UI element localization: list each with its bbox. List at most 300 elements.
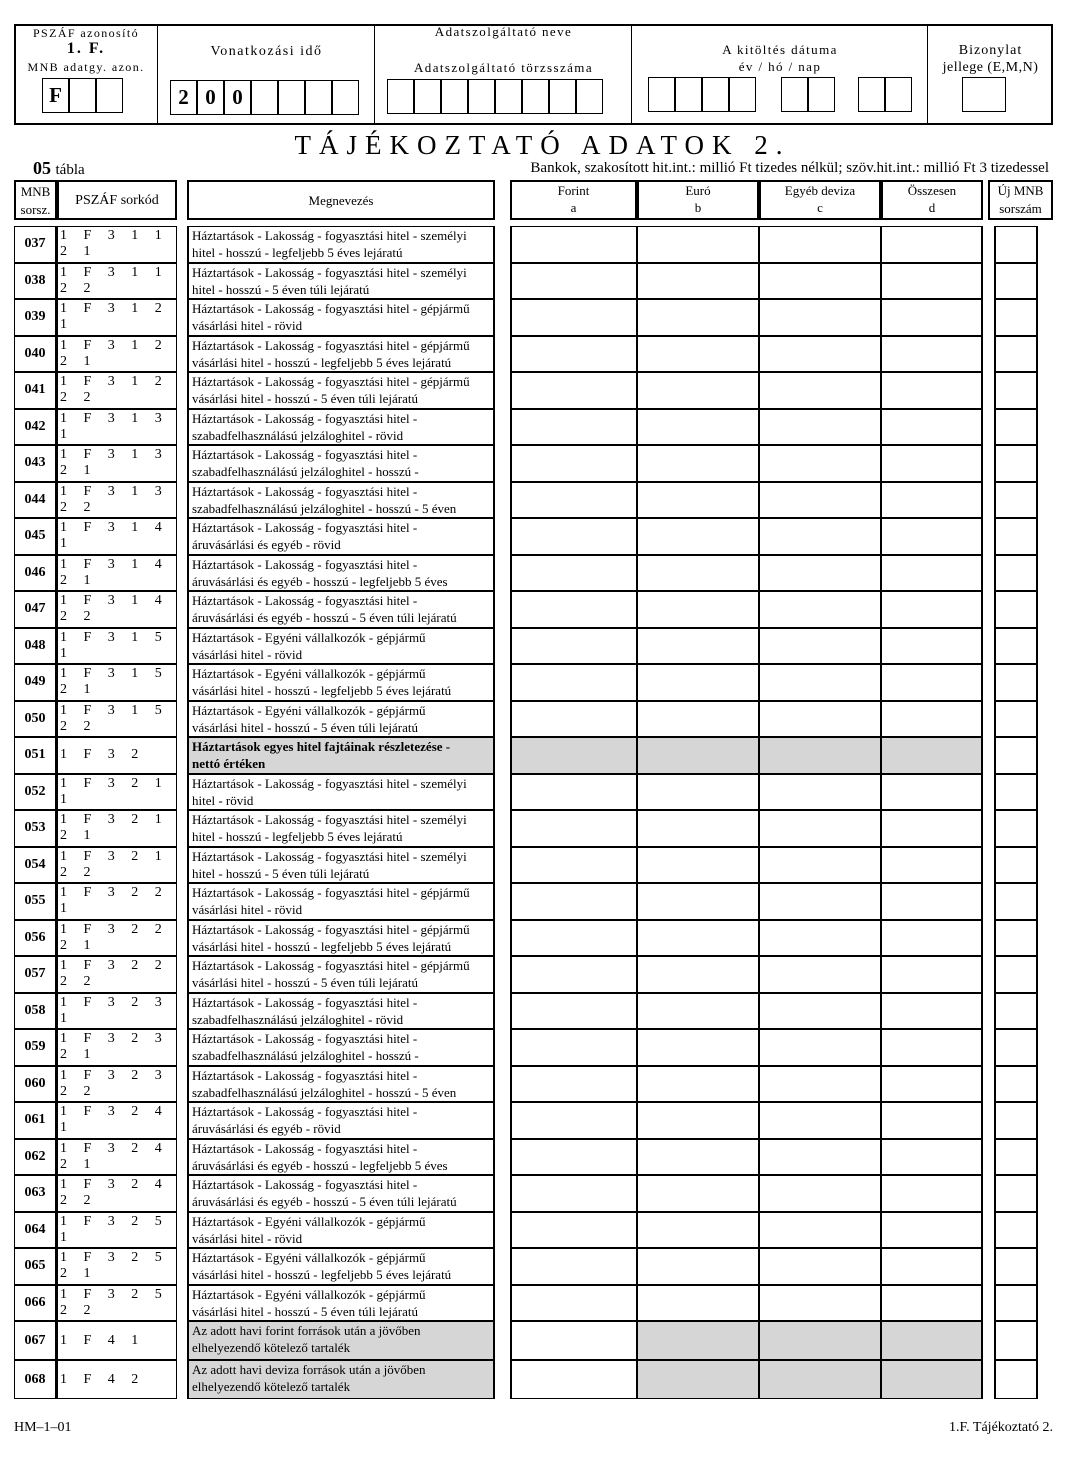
row-pszaf-code: 1 F 3 2 1 2 1 xyxy=(57,810,177,847)
new-mnb-cell[interactable] xyxy=(994,810,1038,847)
row-mnb-number: 063 xyxy=(14,1175,57,1212)
value-cell-forint[interactable] xyxy=(510,628,637,665)
value-cell-other xyxy=(759,1360,881,1399)
value-cell-other[interactable] xyxy=(759,409,881,446)
table-row xyxy=(0,409,1085,446)
value-cell-other[interactable] xyxy=(759,1175,881,1212)
table-row xyxy=(0,664,1085,701)
row-description-line: elhelyezendő kötelező tartalék xyxy=(192,1340,351,1355)
new-mnb-cell[interactable] xyxy=(994,555,1038,592)
value-cell-euro[interactable] xyxy=(637,518,759,555)
new-mnb-cell[interactable] xyxy=(994,482,1038,519)
id-digit-box[interactable] xyxy=(69,78,96,113)
value-cell-euro xyxy=(637,1321,759,1360)
value-cell-euro[interactable] xyxy=(637,1029,759,1066)
table-word: tábla xyxy=(55,162,85,178)
value-cell-other[interactable] xyxy=(759,299,881,336)
value-cell-forint[interactable] xyxy=(510,445,637,482)
table-row xyxy=(0,372,1085,409)
new-mnb-cell[interactable] xyxy=(994,1212,1038,1249)
row-mnb-number: 048 xyxy=(14,628,57,665)
value-cell-euro[interactable] xyxy=(637,628,759,665)
row-description-line: Háztartások - Egyéni vállalkozók - gépjármű xyxy=(192,1213,426,1229)
value-cell-euro[interactable] xyxy=(637,1285,759,1322)
row-pszaf-code: 1 F 3 1 2 2 1 xyxy=(57,336,177,373)
value-cell-euro[interactable] xyxy=(637,993,759,1030)
col-head-name-label: Megnevezés xyxy=(308,192,374,208)
period-digit-box[interactable]: 0 xyxy=(197,80,224,115)
value-cell-other[interactable] xyxy=(759,1029,881,1066)
value-cell-forint[interactable] xyxy=(510,372,637,409)
value-cell-total[interactable] xyxy=(881,628,983,665)
row-mnb-number: 042 xyxy=(14,409,57,446)
table-row xyxy=(0,336,1085,373)
value-cell-other[interactable] xyxy=(759,847,881,884)
value-cell-total[interactable] xyxy=(881,445,983,482)
value-cell-other[interactable] xyxy=(759,664,881,701)
col-head-euro-sub: b xyxy=(694,200,702,215)
value-cell-euro[interactable] xyxy=(637,956,759,993)
row-description-line: áruvásárlási és egyéb - rövid xyxy=(192,537,341,552)
new-mnb-cell[interactable] xyxy=(994,847,1038,884)
col-head-mnb-label: MNB sorsz. xyxy=(20,184,51,217)
value-cell-euro[interactable] xyxy=(637,883,759,920)
row-pszaf-code: 1 F 3 2 5 2 2 xyxy=(57,1285,177,1322)
value-cell-total[interactable] xyxy=(881,1175,983,1212)
day-digit-box[interactable] xyxy=(858,77,885,112)
period-digit-box[interactable]: 0 xyxy=(224,80,251,115)
row-description xyxy=(187,1212,495,1249)
row-pszaf-code: 1 F 3 1 1 2 1 xyxy=(57,226,177,263)
row-description xyxy=(187,883,495,920)
value-cell-total[interactable] xyxy=(881,409,983,446)
row-mnb-number: 064 xyxy=(14,1212,57,1249)
value-cell-euro[interactable] xyxy=(637,774,759,811)
table-row xyxy=(0,263,1085,300)
row-description-line: vásárlási hitel - hosszú - 5 éven túli lejáratú xyxy=(192,391,418,406)
value-cell-other[interactable] xyxy=(759,1248,881,1285)
col-head-forint-label: Forint xyxy=(557,183,590,198)
table-row xyxy=(0,591,1085,628)
value-cell-forint[interactable] xyxy=(510,409,637,446)
value-cell-euro[interactable] xyxy=(637,847,759,884)
value-cell-other[interactable] xyxy=(759,591,881,628)
value-cell-forint[interactable] xyxy=(510,701,637,738)
value-cell-euro[interactable] xyxy=(637,1102,759,1139)
row-description-line: áruvásárlási és egyéb - hosszú - legfeljebb 5 éves xyxy=(192,573,448,589)
table-row xyxy=(0,737,1085,774)
period-label: Vonatkozási idő xyxy=(210,44,323,59)
value-cell-total[interactable] xyxy=(881,1102,983,1139)
pszaf-label: PSZÁF azonosító xyxy=(32,26,139,40)
value-cell-total[interactable] xyxy=(881,847,983,884)
row-pszaf-code: 1 F 3 2 3 1 xyxy=(57,993,177,1030)
value-cell-other[interactable] xyxy=(759,555,881,592)
period-digit-box[interactable] xyxy=(251,80,278,115)
row-description xyxy=(187,299,495,336)
value-cell-other[interactable] xyxy=(759,518,881,555)
date-label: A kitöltés dátuma xyxy=(722,42,838,57)
value-cell-euro[interactable] xyxy=(637,409,759,446)
row-pszaf-code: 1 F 3 2 3 2 2 xyxy=(57,1066,177,1103)
row-description xyxy=(187,1175,495,1212)
pszaf-id-cell xyxy=(14,24,158,124)
value-cell-total[interactable] xyxy=(881,482,983,519)
value-cell-total xyxy=(881,737,983,774)
row-description-line: Háztartások - Lakosság - fogyasztási hitel - xyxy=(192,410,418,426)
value-cell-forint[interactable] xyxy=(510,993,637,1030)
row-description-line: Háztartások - Lakosság - fogyasztási hitel - xyxy=(192,483,418,499)
provider-digit-box[interactable] xyxy=(414,79,441,114)
new-mnb-cell[interactable] xyxy=(994,1066,1038,1103)
value-cell-other[interactable] xyxy=(759,920,881,957)
value-cell-other[interactable] xyxy=(759,810,881,847)
row-pszaf-code: 1 F 3 2 2 2 1 xyxy=(57,920,177,957)
table-row xyxy=(0,1029,1085,1066)
value-cell-other[interactable] xyxy=(759,628,881,665)
row-description-line: Háztartások - Lakosság - fogyasztási hitel - személyi xyxy=(192,228,467,243)
new-mnb-cell[interactable] xyxy=(994,628,1038,665)
new-mnb-cell[interactable] xyxy=(994,737,1038,774)
row-description xyxy=(187,1102,495,1139)
new-mnb-cell[interactable] xyxy=(994,1139,1038,1176)
value-cell-euro[interactable] xyxy=(637,372,759,409)
value-cell-forint[interactable] xyxy=(510,226,637,263)
row-pszaf-code: 1 F 3 1 3 2 2 xyxy=(57,482,177,519)
value-cell-total[interactable] xyxy=(881,555,983,592)
provider-digit-box[interactable] xyxy=(522,79,549,114)
value-cell-other xyxy=(759,737,881,774)
row-description xyxy=(187,263,495,300)
value-cell-other[interactable] xyxy=(759,1139,881,1176)
row-mnb-number: 058 xyxy=(14,993,57,1030)
value-cell-forint[interactable] xyxy=(510,591,637,628)
table-row xyxy=(0,920,1085,957)
row-mnb-number: 039 xyxy=(14,299,57,336)
row-pszaf-code: 1 F 4 2 xyxy=(57,1360,177,1399)
row-mnb-number: 044 xyxy=(14,482,57,519)
value-cell-total[interactable] xyxy=(881,1139,983,1176)
provider-digit-box[interactable] xyxy=(468,79,495,114)
table-row xyxy=(0,226,1085,263)
value-cell-total[interactable] xyxy=(881,226,983,263)
period-digit-box[interactable] xyxy=(332,80,359,115)
row-description-line: hitel - rövid xyxy=(192,792,254,808)
row-mnb-number: 060 xyxy=(14,1066,57,1103)
new-mnb-cell[interactable] xyxy=(994,883,1038,920)
value-cell-euro[interactable] xyxy=(637,226,759,263)
row-pszaf-code: 1 F 3 2 2 1 xyxy=(57,883,177,920)
row-mnb-number: 038 xyxy=(14,263,57,300)
row-description-line: áruvásárlási és egyéb - hosszú - legfeljebb 5 éves xyxy=(192,1157,448,1173)
row-description-line: szabadfelhasználású jelzáloghitel - hosszú - 5 éven xyxy=(192,1084,457,1100)
row-mnb-number: 050 xyxy=(14,701,57,738)
value-cell-forint[interactable] xyxy=(510,774,637,811)
row-pszaf-code: 1 F 3 2 4 2 2 xyxy=(57,1175,177,1212)
value-cell-total[interactable] xyxy=(881,920,983,957)
table-row xyxy=(0,993,1085,1030)
new-mnb-cell[interactable] xyxy=(994,774,1038,811)
new-mnb-cell[interactable] xyxy=(994,263,1038,300)
row-description-line: áruvásárlási és egyéb - hosszú - 5 éven túli lejáratú xyxy=(192,610,457,625)
row-description-line: Háztartások - Lakosság - fogyasztási hitel - xyxy=(192,1031,418,1046)
row-mnb-number: 067 xyxy=(14,1321,57,1360)
value-cell-total[interactable] xyxy=(881,664,983,701)
row-description-line: vásárlási hitel - hosszú - 5 éven túli lejáratú xyxy=(192,1303,418,1319)
row-mnb-number: 052 xyxy=(14,774,57,811)
value-cell-forint[interactable] xyxy=(510,336,637,373)
value-cell-euro[interactable] xyxy=(637,701,759,738)
row-description-line: hitel - hosszú - legfeljebb 5 éves lejáratú xyxy=(192,245,403,260)
value-cell-other[interactable] xyxy=(759,372,881,409)
value-cell-forint[interactable] xyxy=(510,482,637,519)
new-mnb-cell[interactable] xyxy=(994,701,1038,738)
row-pszaf-code: 1 F 3 1 3 1 xyxy=(57,409,177,446)
value-cell-total[interactable] xyxy=(881,774,983,811)
value-cell-total[interactable] xyxy=(881,701,983,738)
value-cell-other[interactable] xyxy=(759,956,881,993)
value-cell-forint[interactable] xyxy=(510,1102,637,1139)
period-cell xyxy=(158,24,375,124)
year-digit-box[interactable] xyxy=(702,77,729,112)
new-mnb-cell[interactable] xyxy=(994,299,1038,336)
col-head-euro xyxy=(637,180,759,220)
new-mnb-cell[interactable] xyxy=(994,1285,1038,1322)
row-description-line: vásárlási hitel - hosszú - 5 éven túli lejáratú xyxy=(192,975,418,990)
value-cell-other[interactable] xyxy=(759,336,881,373)
date-sub-label: év / hó / nap xyxy=(738,59,822,74)
row-mnb-number: 045 xyxy=(14,518,57,555)
value-cell-total[interactable] xyxy=(881,591,983,628)
day-digit-box[interactable] xyxy=(885,77,912,112)
provider-digit-box[interactable] xyxy=(576,79,603,114)
value-cell-euro[interactable] xyxy=(637,664,759,701)
row-description xyxy=(187,1360,495,1399)
value-cell-euro[interactable] xyxy=(637,445,759,482)
row-description-line: Háztartások - Lakosság - fogyasztási hitel - gépjármű xyxy=(192,921,470,937)
row-description-line: Háztartások - Egyéni vállalkozók - gépjármű xyxy=(192,666,426,681)
new-mnb-cell[interactable] xyxy=(994,445,1038,482)
value-cell-forint[interactable] xyxy=(510,920,637,957)
value-cell-forint[interactable] xyxy=(510,1360,637,1399)
period-digit-box[interactable] xyxy=(278,80,305,115)
value-cell-total[interactable] xyxy=(881,810,983,847)
value-cell-forint[interactable] xyxy=(510,810,637,847)
new-mnb-cell[interactable] xyxy=(994,591,1038,628)
value-cell-forint[interactable] xyxy=(510,847,637,884)
row-description-line: szabadfelhasználású jelzáloghitel - rövid xyxy=(192,427,404,443)
value-cell-forint[interactable] xyxy=(510,956,637,993)
row-description xyxy=(187,737,495,774)
col-head-forint xyxy=(510,180,637,220)
value-cell-forint[interactable] xyxy=(510,1285,637,1322)
value-cell-forint[interactable] xyxy=(510,1321,637,1360)
value-cell-total[interactable] xyxy=(881,1029,983,1066)
value-cell-forint[interactable] xyxy=(510,1175,637,1212)
row-description-line: vásárlási hitel - hosszú - legfeljebb 5 éves lejáratú xyxy=(192,683,452,698)
month-digit-box[interactable] xyxy=(781,77,808,112)
value-cell-total[interactable] xyxy=(881,299,983,336)
col-head-total xyxy=(881,180,983,220)
new-mnb-cell[interactable] xyxy=(994,372,1038,409)
value-cell-other[interactable] xyxy=(759,263,881,300)
value-cell-other[interactable] xyxy=(759,226,881,263)
value-cell-other[interactable] xyxy=(759,1066,881,1103)
row-description-line: vásárlási hitel - hosszú - legfeljebb 5 éves lejáratú xyxy=(192,1267,452,1282)
value-cell-other[interactable] xyxy=(759,445,881,482)
row-description xyxy=(187,628,495,665)
new-mnb-cell[interactable] xyxy=(994,956,1038,993)
new-mnb-cell[interactable] xyxy=(994,664,1038,701)
row-description-line: Háztartások - Lakosság - fogyasztási hitel - xyxy=(192,1140,418,1156)
row-description xyxy=(187,847,495,884)
value-cell-total[interactable] xyxy=(881,336,983,373)
row-description-line: Háztartások egyes hitel fajtáinak részletezése - xyxy=(192,739,451,754)
value-cell-euro[interactable] xyxy=(637,263,759,300)
value-cell-euro[interactable] xyxy=(637,555,759,592)
table-row xyxy=(0,1285,1085,1322)
col-head-total-label: Összesen xyxy=(907,183,957,198)
value-cell-total[interactable] xyxy=(881,1212,983,1249)
value-cell-total[interactable] xyxy=(881,372,983,409)
row-pszaf-code: 1 F 3 2 5 2 1 xyxy=(57,1248,177,1285)
provider-digit-box[interactable] xyxy=(549,79,576,114)
row-description xyxy=(187,372,495,409)
row-description xyxy=(187,1066,495,1103)
value-cell-euro[interactable] xyxy=(637,482,759,519)
value-cell-total[interactable] xyxy=(881,1248,983,1285)
new-mnb-cell[interactable] xyxy=(994,226,1038,263)
value-cell-forint[interactable] xyxy=(510,263,637,300)
value-cell-forint[interactable] xyxy=(510,664,637,701)
new-mnb-cell[interactable] xyxy=(994,993,1038,1030)
row-pszaf-code: 1 F 3 1 4 2 1 xyxy=(57,555,177,592)
id-digit-box[interactable] xyxy=(96,78,123,113)
value-cell-total[interactable] xyxy=(881,1285,983,1322)
provider-digit-box[interactable] xyxy=(495,79,522,114)
table-row xyxy=(0,1360,1085,1399)
row-pszaf-code: 1 F 3 1 4 2 2 xyxy=(57,591,177,628)
row-description xyxy=(187,664,495,701)
row-pszaf-code: 1 F 3 1 5 2 1 xyxy=(57,664,177,701)
row-mnb-number: 051 xyxy=(14,737,57,774)
page-title: TÁJÉKOZTATÓ ADATOK 2. xyxy=(294,130,791,160)
value-cell-other[interactable] xyxy=(759,1212,881,1249)
new-mnb-cell[interactable] xyxy=(994,1321,1038,1360)
row-description-line: Háztartások - Lakosság - fogyasztási hitel - személyi xyxy=(192,264,467,280)
value-cell-other[interactable] xyxy=(759,1285,881,1322)
date-cell xyxy=(632,24,928,124)
value-cell-forint[interactable] xyxy=(510,518,637,555)
provider-digit-box[interactable] xyxy=(441,79,468,114)
row-mnb-number: 047 xyxy=(14,591,57,628)
value-cell-forint[interactable] xyxy=(510,1139,637,1176)
row-pszaf-code: 1 F 3 1 2 1 xyxy=(57,299,177,336)
value-cell-euro[interactable] xyxy=(637,591,759,628)
value-cell-euro[interactable] xyxy=(637,1212,759,1249)
value-cell-forint[interactable] xyxy=(510,1029,637,1066)
table-row xyxy=(0,956,1085,993)
doc-type-box[interactable] xyxy=(962,77,1006,112)
value-cell-euro[interactable] xyxy=(637,336,759,373)
value-cell-forint[interactable] xyxy=(510,299,637,336)
value-cell-euro[interactable] xyxy=(637,299,759,336)
year-digit-box[interactable] xyxy=(648,77,675,112)
col-head-new-label: Új MNB sorszám xyxy=(997,183,1044,216)
value-cell-euro[interactable] xyxy=(637,1139,759,1176)
row-mnb-number: 049 xyxy=(14,664,57,701)
row-mnb-number: 062 xyxy=(14,1139,57,1176)
value-cell-total[interactable] xyxy=(881,993,983,1030)
value-cell-forint[interactable] xyxy=(510,1066,637,1103)
row-description-line: Háztartások - Lakosság - fogyasztási hitel - xyxy=(192,447,418,462)
new-mnb-cell[interactable] xyxy=(994,1029,1038,1066)
provider-digit-box[interactable] xyxy=(387,79,414,114)
value-cell-other[interactable] xyxy=(759,701,881,738)
id-digit-box[interactable]: F xyxy=(42,78,69,113)
row-description-line: vásárlási hitel - rövid xyxy=(192,646,303,662)
value-cell-total[interactable] xyxy=(881,263,983,300)
value-cell-forint[interactable] xyxy=(510,883,637,920)
table-row xyxy=(0,1212,1085,1249)
value-cell-other[interactable] xyxy=(759,482,881,519)
row-description xyxy=(187,518,495,555)
month-digit-box[interactable] xyxy=(808,77,835,112)
value-cell-total[interactable] xyxy=(881,1066,983,1103)
row-description xyxy=(187,555,495,592)
row-description-line: Háztartások - Lakosság - fogyasztási hitel - személyi xyxy=(192,775,467,791)
value-cell-other[interactable] xyxy=(759,883,881,920)
new-mnb-cell[interactable] xyxy=(994,1360,1038,1399)
new-mnb-cell[interactable] xyxy=(994,409,1038,446)
new-mnb-cell[interactable] xyxy=(994,518,1038,555)
row-description-line: Háztartások - Egyéni vállalkozók - gépjármű xyxy=(192,702,426,718)
value-cell-total[interactable] xyxy=(881,518,983,555)
row-description-line: vásárlási hitel - rövid xyxy=(192,1230,303,1246)
value-cell-forint[interactable] xyxy=(510,1212,637,1249)
value-cell-total[interactable] xyxy=(881,883,983,920)
value-cell-other[interactable] xyxy=(759,1102,881,1139)
value-cell-other[interactable] xyxy=(759,774,881,811)
value-cell-euro xyxy=(637,1360,759,1399)
col-head-code-label: PSZÁF sorkód xyxy=(75,192,159,208)
year-digit-box[interactable] xyxy=(729,77,756,112)
year-digit-box[interactable] xyxy=(675,77,702,112)
value-cell-total[interactable] xyxy=(881,956,983,993)
value-cell-other[interactable] xyxy=(759,993,881,1030)
value-cell-forint[interactable] xyxy=(510,555,637,592)
table-number xyxy=(33,158,85,179)
value-cell-euro[interactable] xyxy=(637,810,759,847)
value-cell-euro[interactable] xyxy=(637,1066,759,1103)
value-cell-euro[interactable] xyxy=(637,1175,759,1212)
value-cell-euro[interactable] xyxy=(637,1248,759,1285)
new-mnb-cell[interactable] xyxy=(994,920,1038,957)
row-description-line: Háztartások - Egyéni vállalkozók - gépjármű xyxy=(192,1286,426,1302)
new-mnb-cell[interactable] xyxy=(994,336,1038,373)
col-head-forint-sub: a xyxy=(570,200,577,215)
new-mnb-cell[interactable] xyxy=(994,1248,1038,1285)
row-description xyxy=(187,445,495,482)
row-mnb-number: 046 xyxy=(14,555,57,592)
new-mnb-cell[interactable] xyxy=(994,1102,1038,1139)
form-id: 1. F. xyxy=(66,40,106,57)
value-cell-forint[interactable] xyxy=(510,1248,637,1285)
period-digit-box[interactable] xyxy=(305,80,332,115)
new-mnb-cell[interactable] xyxy=(994,1175,1038,1212)
period-digit-box[interactable]: 2 xyxy=(170,80,197,115)
value-cell-euro[interactable] xyxy=(637,920,759,957)
